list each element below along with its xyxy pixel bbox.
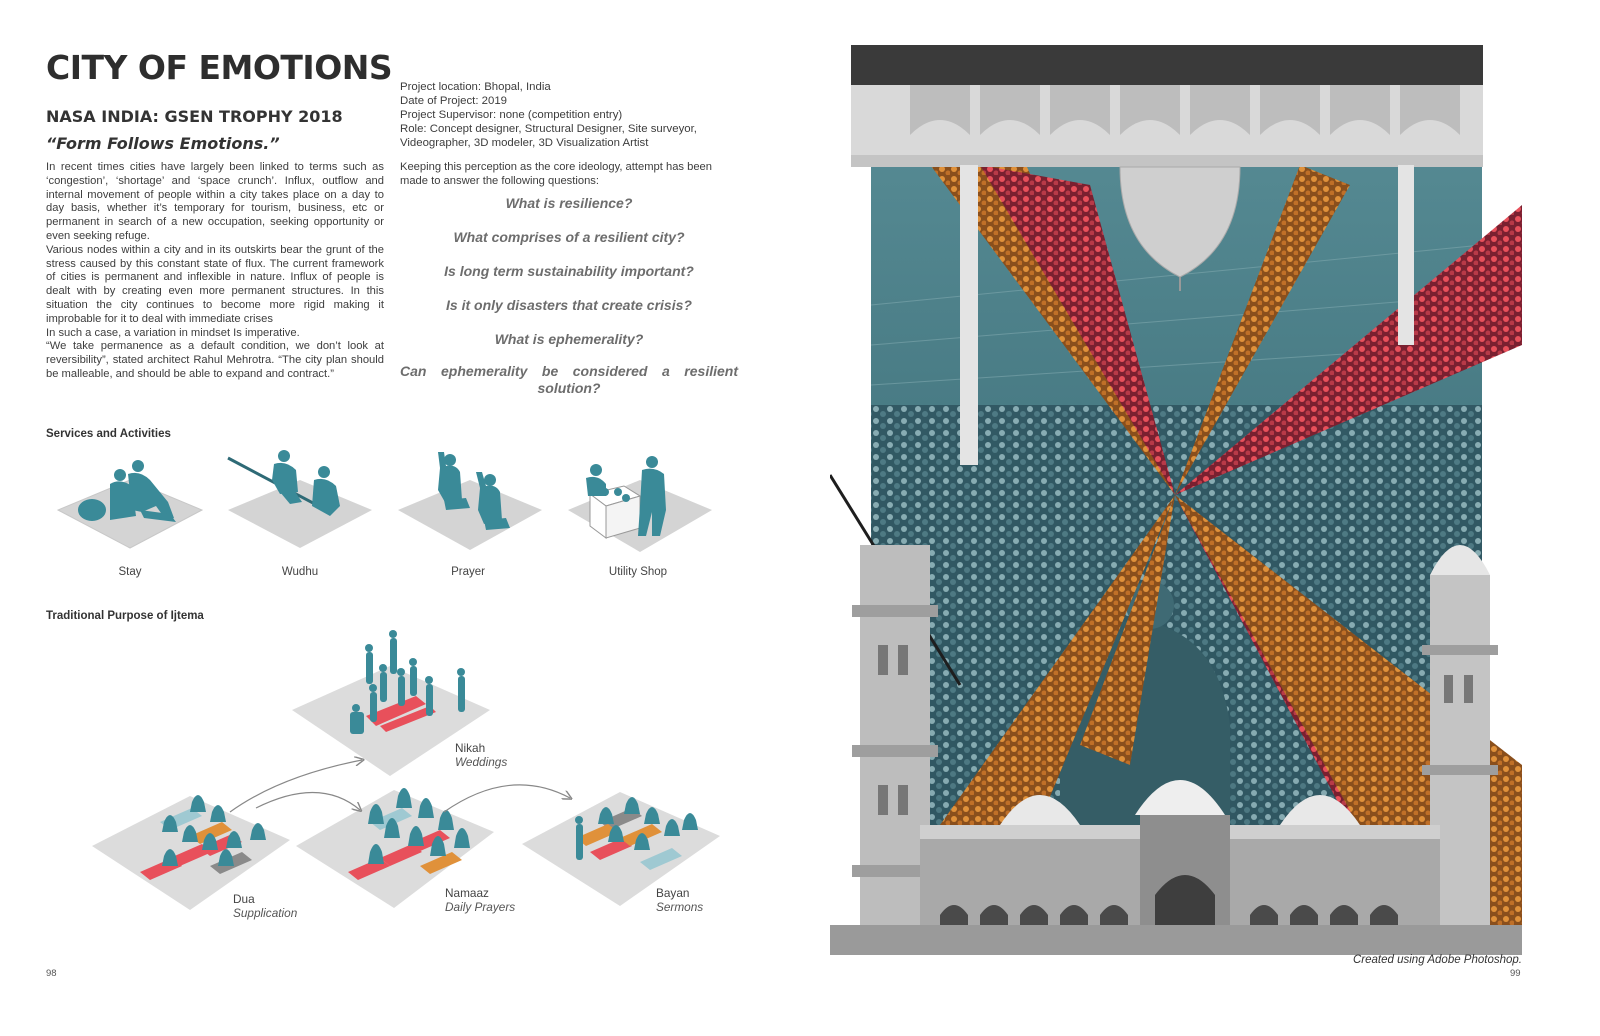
traditional-diagram — [80, 626, 740, 926]
prayer-illustration — [398, 452, 542, 550]
meta-supervisor: Project Supervisor: none (competition entry) — [400, 109, 623, 121]
question-list — [400, 193, 738, 397]
service-label-wudhu: Wudhu — [281, 566, 319, 578]
trad-name: Bayan — [656, 886, 690, 900]
intro-text: Keeping this perception as the core ideology, attempt has been made to answer the following questions: — [400, 161, 713, 187]
body-paragraph: In recent times cities have largely been linked to terms such as ‘congestion’, ‘shortage’ and ‘space crunch’. Influx, outflow and internal movement of people within a city takes place on a day to day basis, whether it’s temporary for tourism, business, etc or permanent in search of a new occupation, seeking opportunity or even seeking refuge. — [46, 161, 384, 242]
question-item: What is resilience? — [505, 195, 633, 211]
question-item: Is long term sustainability important? — [444, 263, 694, 279]
trad-sub: Daily Prayers — [445, 900, 516, 914]
trad-label-bayan — [656, 886, 703, 914]
trad-sub: Supplication — [233, 906, 298, 920]
wudhu-illustration — [228, 450, 372, 548]
meta-role-cont: Videographer, 3D modeler, 3D Visualization Artist — [400, 137, 649, 149]
meta-location: Project location: Bhopal, India — [400, 81, 551, 93]
arrow-dua-to-nikah — [230, 760, 362, 812]
page-number-right: 99 — [1510, 968, 1521, 979]
service-label-stay: Stay — [118, 566, 142, 578]
page-number-left: 98 — [46, 968, 57, 979]
body-text — [46, 161, 384, 382]
services-heading: Services and Activities — [46, 428, 171, 440]
trad-label-namaaz — [445, 886, 515, 914]
credit-caption: Created using Adobe Photoshop. — [1352, 954, 1522, 966]
trad-name: Dua — [233, 892, 255, 906]
tagline-quote: “Form Follows Emotions.” — [46, 134, 280, 153]
stay-illustration — [58, 460, 202, 548]
trad-name: Nikah — [455, 741, 486, 755]
service-label-utility-shop: Utility Shop — [608, 566, 668, 578]
trad-label-dua — [233, 892, 297, 920]
traditional-heading: Traditional Purpose of Ijtema — [46, 610, 204, 622]
page-title: CITY OF EMOTIONS — [46, 48, 393, 87]
service-label-prayer: Prayer — [451, 566, 485, 578]
question-item: What comprises of a resilient city? — [453, 229, 685, 245]
meta-date: Date of Project: 2019 — [400, 95, 508, 107]
body-paragraph: “We take permanence as a default condition, we don’t look at reversibility”, stated architect Rahul Mehrotra. “The city plan should be malleable, and should be able to expand and contract.” — [46, 340, 384, 380]
trad-label-nikah — [455, 741, 507, 769]
utility-shop-illustration — [568, 456, 712, 552]
question-item: Is it only disasters that create crisis? — [446, 297, 692, 313]
project-meta — [400, 80, 750, 150]
body-paragraph: In such a case, a variation in mindset Is imperative. — [46, 326, 300, 339]
trad-sub: Sermons — [656, 900, 704, 914]
body-paragraph: Various nodes within a city and in its outskirts bear the grunt of the stress caused by this constant state of flux. The current framework of cities is permanent and inflexible in nature. Influx of people is dealt with by creating even more permanent structures. In this situation the city continues to become more rigid making it improbable for it to deal with immediate crises — [46, 243, 384, 325]
competition-subtitle: NASA INDIA: GSEN TROPHY 2018 — [46, 107, 343, 126]
trad-sub: Weddings — [455, 755, 508, 769]
arrow-dua-to-namaaz — [256, 792, 360, 810]
mosque-crowd-collage — [830, 45, 1522, 955]
question-item: Can ephemerality be considered a resilient solution? — [400, 363, 738, 396]
services-illustrations — [40, 440, 740, 570]
trad-name: Namaaz — [445, 886, 489, 900]
meta-role: Role: Concept designer, Structural Designer, Site surveyor, — [400, 123, 697, 135]
arrow-namaaz-to-bayan — [444, 785, 570, 812]
question-item: What is ephemerality? — [494, 331, 644, 347]
